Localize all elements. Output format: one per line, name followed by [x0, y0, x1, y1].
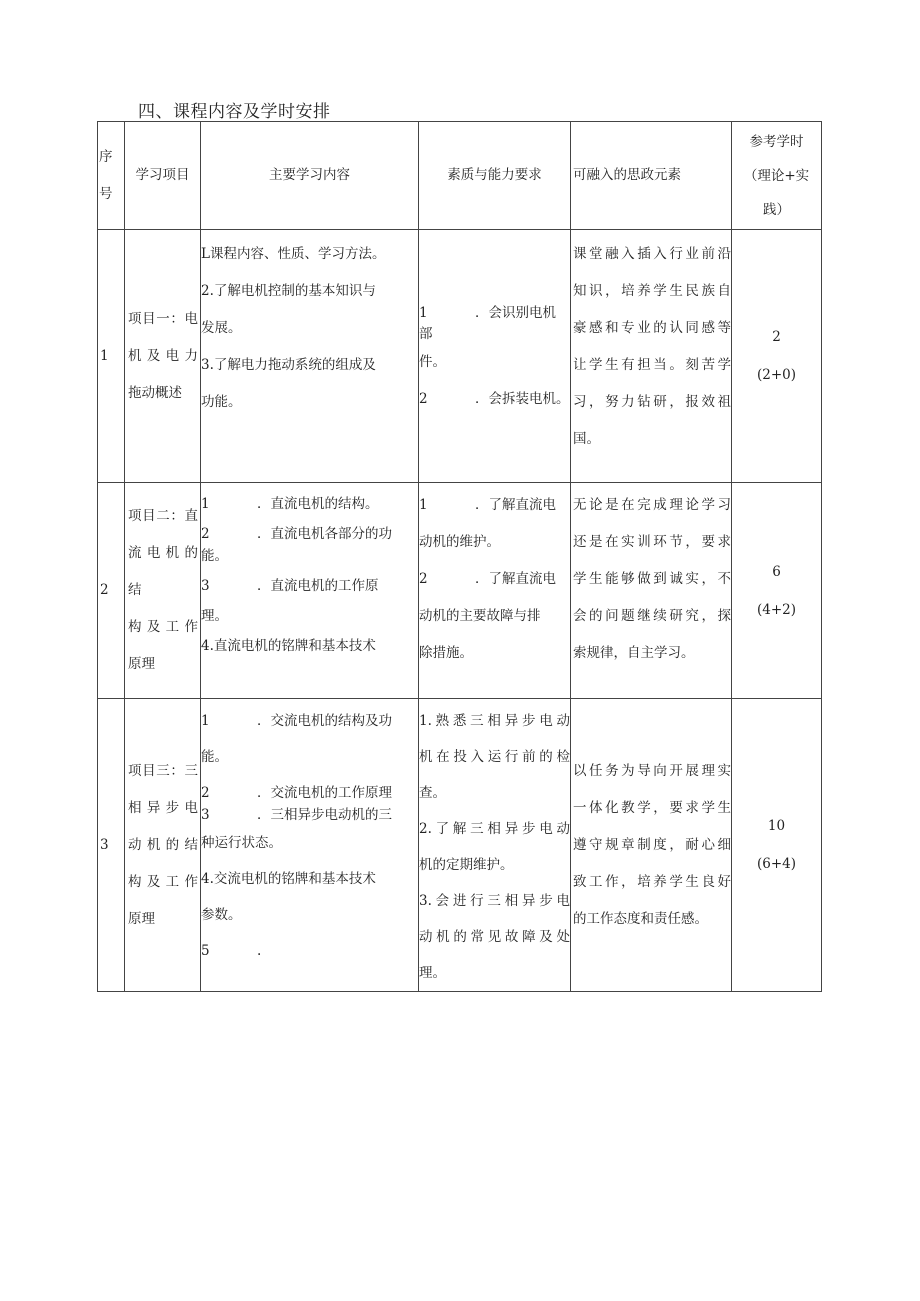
header-content: 主要学习内容 — [201, 122, 419, 230]
header-ideology: 可融入的思政元素 — [571, 122, 732, 230]
row-project: 项目一：电 机及电力 拖动概述 — [125, 230, 201, 483]
course-schedule-table — [97, 121, 822, 992]
row-content: 1 ．直流电机的结构。 2 ．直流电机各部分的功 能。 3 ．直流电机的工作原 理。 4.直流电机的铭牌和基本技术 — [201, 483, 419, 699]
row-seq: 3 — [98, 699, 125, 992]
row-seq: 1 — [98, 230, 125, 483]
row-ability: 1.熟悉三相异步电动 机在投入运行前的检 查。 2.了解三相异步电动 机的定期维护。 3.会进行三相异步电 动机的常见故障及处 理。 — [419, 699, 571, 992]
header-ability: 素质与能力要求 — [419, 122, 571, 230]
row-ideology: 以任务为导向开展理实 一体化教学，要求学生 遵守规章制度，耐心细 致工作，培养学生良好 的工作态度和责任感。 — [571, 699, 732, 992]
row-hours: 2 (2+0) — [732, 230, 822, 483]
row-hours: 10 (6+4) — [732, 699, 822, 992]
row-ideology: 课堂融入插入行业前沿 知识，培养学生民族自 豪感和专业的认同感等 让学生有担当。刻苦学 习，努力钻研，报效祖 国。 — [571, 230, 732, 483]
header-seq: 序 号 — [98, 122, 125, 230]
row-ideology: 无论是在完成理论学习 还是在实训环节，要求 学生能够做到诚实，不 会的问题继续研究，探 索规律，自主学习。 — [571, 483, 732, 699]
header-project: 学习项目 — [125, 122, 201, 230]
row-seq: 2 — [98, 483, 125, 699]
table-row — [98, 483, 822, 699]
row-ability: 1 ．会识别电机 部 件。 2 ．会拆装电机。 — [419, 230, 571, 483]
header-row — [98, 122, 822, 230]
table-row — [98, 230, 822, 483]
row-content: L课程内容、性质、学习方法。 2.了解电机控制的基本知识与 发展。 3.了解电力拖动系统的组成及 功能。 — [201, 230, 419, 483]
row-ability: 1 ．了解直流电 动机的维护。 2 ．了解直流电 动机的主要故障与排 除措施。 — [419, 483, 571, 699]
header-hours: 参考学时 （理论+实 践） — [732, 122, 822, 230]
section-title: 四、课程内容及学时安排 — [138, 102, 331, 122]
row-content: 1 ．交流电机的结构及功 能。 2 ．交流电机的工作原理 3 ．三相异步电动机的三 种运行状态。 4.交流电机的铭牌和基本技术 参数。 5 . — [201, 699, 419, 992]
row-project: 项目三：三 相异步电 动机的结 构及工作 原理 — [125, 699, 201, 992]
table-row — [98, 699, 822, 992]
row-hours: 6 (4+2) — [732, 483, 822, 699]
row-project: 项目二：直 流电机的 结 构及工作 原理 — [125, 483, 201, 699]
